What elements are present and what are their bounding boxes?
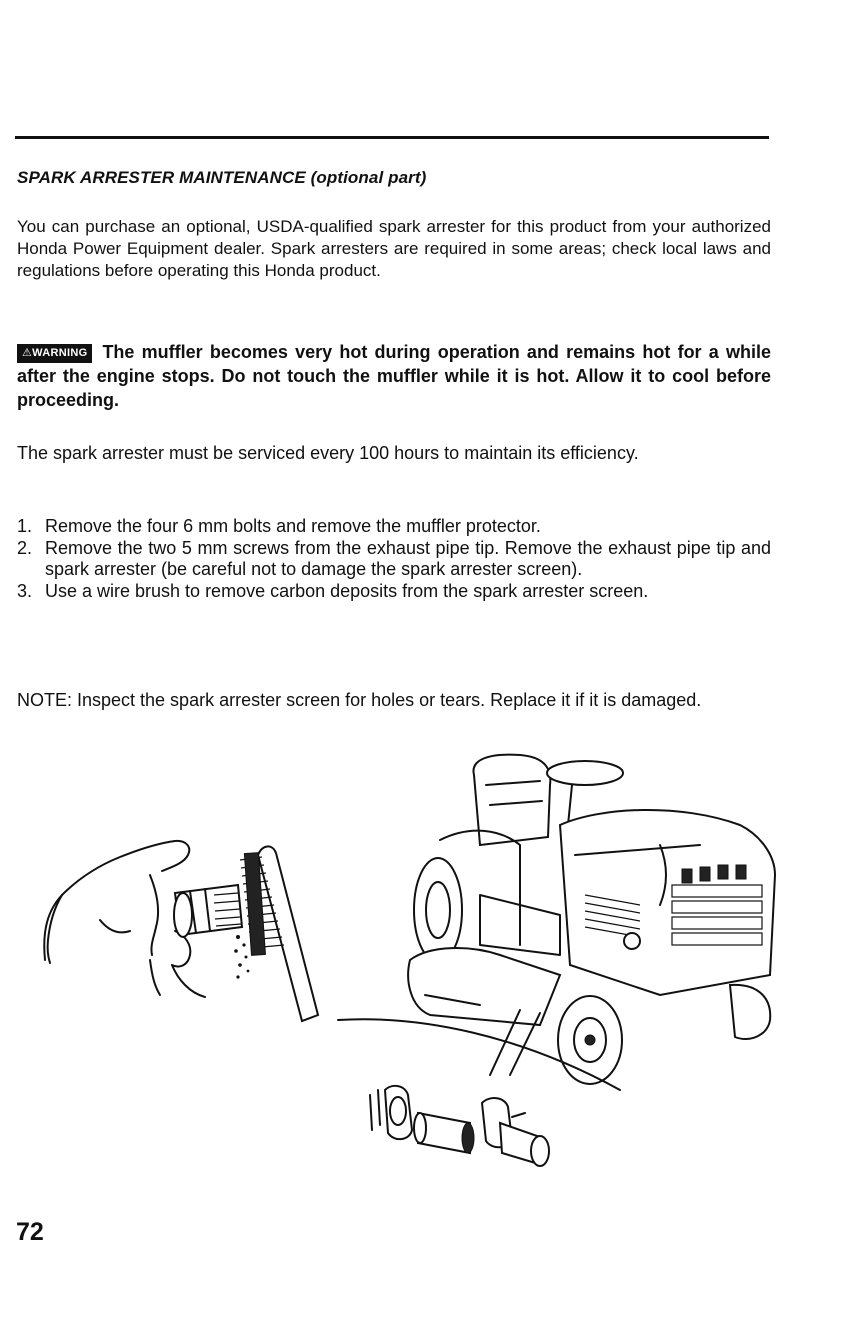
- intro-paragraph: You can purchase an optional, USDA-qualified spark arrester for this product from your authorized Honda Power Equipment dealer. Spark arresters are required in some areas; check local laws and regulations before operating this Honda product.: [17, 217, 771, 280]
- top-rule: [15, 136, 769, 139]
- step-item: [17, 538, 771, 580]
- step-item: [17, 581, 771, 602]
- warning-block: [17, 340, 771, 412]
- page-number: 72: [16, 1218, 44, 1246]
- step-number: 3.: [17, 581, 33, 601]
- step-text: Remove the two 5 mm screws from the exhaust pipe tip. Remove the exhaust pipe tip and spark arrester (be careful not to damage the spark arrester screen).: [45, 538, 771, 579]
- step-text: Remove the four 6 mm bolts and remove the muffler protector.: [45, 516, 541, 536]
- lawn-tractor-illustration: [338, 755, 775, 1166]
- hand-brushing-illustration: [44, 841, 318, 1021]
- service-interval-paragraph: The spark arrester must be serviced every 100 hours to maintain its efficiency.: [17, 443, 639, 463]
- warning-badge: ⚠WARNING: [17, 344, 92, 363]
- note-paragraph: NOTE: Inspect the spark arrester screen for holes or tears. Replace it if it is damaged.: [17, 690, 702, 710]
- step-text: Use a wire brush to remove carbon deposits from the spark arrester screen.: [45, 581, 649, 601]
- step-number: 1.: [17, 516, 33, 536]
- section-heading: [17, 168, 426, 188]
- step-item: [17, 516, 771, 537]
- maintenance-illustration: [0, 745, 845, 1185]
- heading-main: SPARK ARRESTER MAINTENANCE: [17, 168, 306, 187]
- heading-optional: (optional part): [310, 168, 427, 187]
- step-number: 2.: [17, 538, 33, 558]
- warning-text: The muffler becomes very hot during operation and remains hot for a while after the engine stops. Do not touch the muffler while it is hot. Allow it to cool before proceeding.: [17, 342, 771, 410]
- steps-list: [17, 516, 771, 603]
